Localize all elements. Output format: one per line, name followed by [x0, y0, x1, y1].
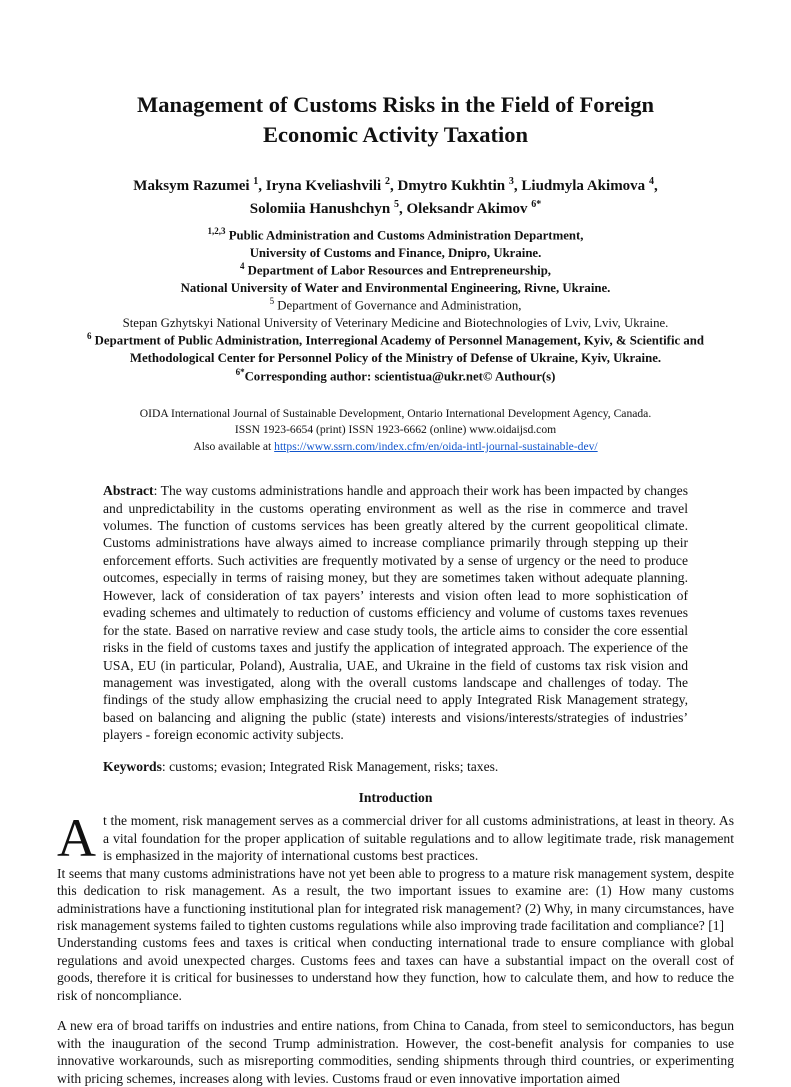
body-paragraph: Understanding customs fees and taxes is critical when conducting international trade to ensure compliance with global regulations and avoid unexpected charges. Customs fees and taxes can have a substantial impact on the overall cost of goods, therefore it is critical for businesses to understand how they function, how to calculate them, and how to reduce the risk of noncompliance.	[57, 935, 734, 1003]
body-paragraph: At the moment, risk management serves as a commercial driver for all customs administrations, at least in theory. As a vital foundation for the proper application of suitable regulations and to allow legitimate trade, risk management is emphasized in the majority of international customs best practices.	[57, 808, 734, 869]
author-affiliation-superscript: 6*	[531, 198, 542, 210]
drop-cap: A	[57, 808, 96, 869]
affiliation-line: $^6$ Department of Public Administration, Interregional Academy of Personnel Management, Kyiv, & Scientific and Methodological Center for Personnel Policy of the Ministry of Defense of Ukraine, Kyiv, Ukraine.	[86, 331, 705, 365]
keywords-paragraph	[103, 758, 688, 775]
affiliation-superscript: 1,2,3	[207, 226, 226, 237]
affiliation-line: University of Customs and Finance, Dnipro, Ukraine.	[249, 245, 542, 260]
availability-prefix: Also available at	[193, 439, 275, 453]
author-name: Liudmyla Akimova $^4$	[521, 175, 654, 194]
author-list: Maksym Razumei $^1$, Iryna Kveliashvili $^2$, Dmytro Kukhtin $^3$, Liudmyla Akimova $^4$, Solomiia Hanushchyn $^5$, Oleksandr Akimov $^{6*}$	[133, 175, 658, 217]
affiliation-superscript: 4	[239, 261, 245, 272]
ssrn-link[interactable]: https://www.ssrn.com/index.cfm/en/oida-intl-journal-sustainable-dev/	[274, 439, 598, 453]
affiliation-superscript: 6	[86, 331, 92, 342]
author-affiliation-superscript: 5	[393, 198, 399, 210]
section-heading-introduction: Introduction	[358, 790, 433, 806]
abstract-colon: :	[153, 483, 161, 499]
affiliation-line: $^5$ Department of Governance and Administration,	[269, 296, 522, 313]
author-affiliation-superscript: 1	[253, 175, 259, 187]
keywords-colon: :	[161, 758, 170, 774]
author-name: Maksym Razumei $^1$	[133, 175, 259, 194]
affiliation-list	[57, 226, 734, 384]
author-name: Oleksandr Akimov $^{6*}$	[406, 198, 542, 217]
author-affiliation-superscript: 2	[384, 175, 390, 187]
availability-line	[57, 439, 734, 455]
affiliation-line: National University of Water and Environmental Engineering, Rivne, Ukraine.	[180, 280, 611, 295]
keywords-text: customs; evasion; Integrated Risk Management, risks; taxes.	[169, 758, 499, 774]
affiliation-line: $^4$ Department of Labor Resources and Entrepreneurship,	[239, 261, 552, 278]
introduction-body	[57, 808, 734, 1087]
affiliation-line: $^{1,2,3}$ Public Administration and Customs Administration Department,	[207, 226, 584, 243]
author-affiliation-superscript: 3	[508, 175, 514, 187]
body-paragraph: It seems that many customs administrations have not yet been able to progress to a mature risk management system, despite this dedication to risk management. As a result, the two important issues to examine are: (1) How many customs administrations have a functioning institutional plan for integrated risk management? (2) Why, in many circumstances, have risk management systems failed to tighten customs regulations while also improving trade facilitation and compliance? [1]	[57, 865, 734, 934]
journal-name-line: OIDA International Journal of Sustainable Development, Ontario International Development Agency, Canada.	[139, 406, 652, 420]
affiliation-line: Stepan Gzhytskyi National University of Veterinary Medicine and Biotechnologies of Lviv, Lviv, Ukraine.	[122, 315, 669, 330]
affiliation-line: $^{6*}$Corresponding author: scientistua@ukr.net© Authour(s)	[235, 366, 556, 383]
author-name: Solomiia Hanushchyn $^5$	[249, 198, 399, 217]
journal-info	[57, 406, 734, 455]
affiliation-superscript: 6*	[235, 366, 245, 377]
author-affiliation-superscript: 4	[648, 175, 654, 187]
abstract-label: Abstract	[103, 483, 154, 499]
author-name: Iryna Kveliashvili $^2$	[265, 175, 390, 194]
issn-line: ISSN 1923-6654 (print) ISSN 1923-6662 (online) www.oidaijsd.com	[234, 423, 557, 437]
author-name: Dmytro Kukhtin $^3$	[397, 175, 514, 194]
keywords-label: Keywords	[103, 758, 162, 774]
body-paragraph: A new era of broad tariffs on industries and entire nations, from China to Canada, from steel to semiconductors, has begun with the inauguration of the second Trump administration. However, the cost-benefit analysis for companies to use innovative workarounds, such as misreporting commodities, sending shipments through third countries, or experimenting with pricing schemes, increases along with levies. Customs fraud or even innovative importation aimed	[57, 1018, 734, 1086]
abstract-paragraph	[103, 482, 688, 744]
abstract-text: The way customs administrations handle and approach their work has been impacted by changes and unpredictability in the customs operating environment as well as the rise in commerce and travel volumes. The function of customs services has been greatly altered by the current geopolitical climate. Customs administrations have always aimed to increase compliance primarily through stepping up their enforcement efforts. Such activities are frequently motivated by a sense of urgency or the need to produce outcomes, especially in terms of raising money, but they are sometimes taken without adequate planning. However, lack of consideration of tax payers’ interests and vision often lead to more sophistication of evading schemes and ultimately to reduction of customs efficiency and volume of customs taxes revenues for the state. Based on narrative review and case study tools, the article aims to consider the core essential risks in the field of customs taxes and justify the application of integrated approach. The experience of the USA, EU (in particular, Poland), Australia, UAE, and Ukraine in the field of customs tax risk vision and management was investigated, along with the overall customs landscape and challenges of today. The findings of the study allow emphasizing the crucial need to apply Integrated Risk Management strategy, based on balancing and aligning the public (state) interests and visions/interests/strategies of industries’ players - foreign economic activity subjects.	[103, 483, 688, 743]
affiliation-superscript: 5	[269, 296, 275, 307]
paper-title: Management of Customs Risks in the Field of Foreign Economic Activity Taxation	[136, 92, 655, 147]
